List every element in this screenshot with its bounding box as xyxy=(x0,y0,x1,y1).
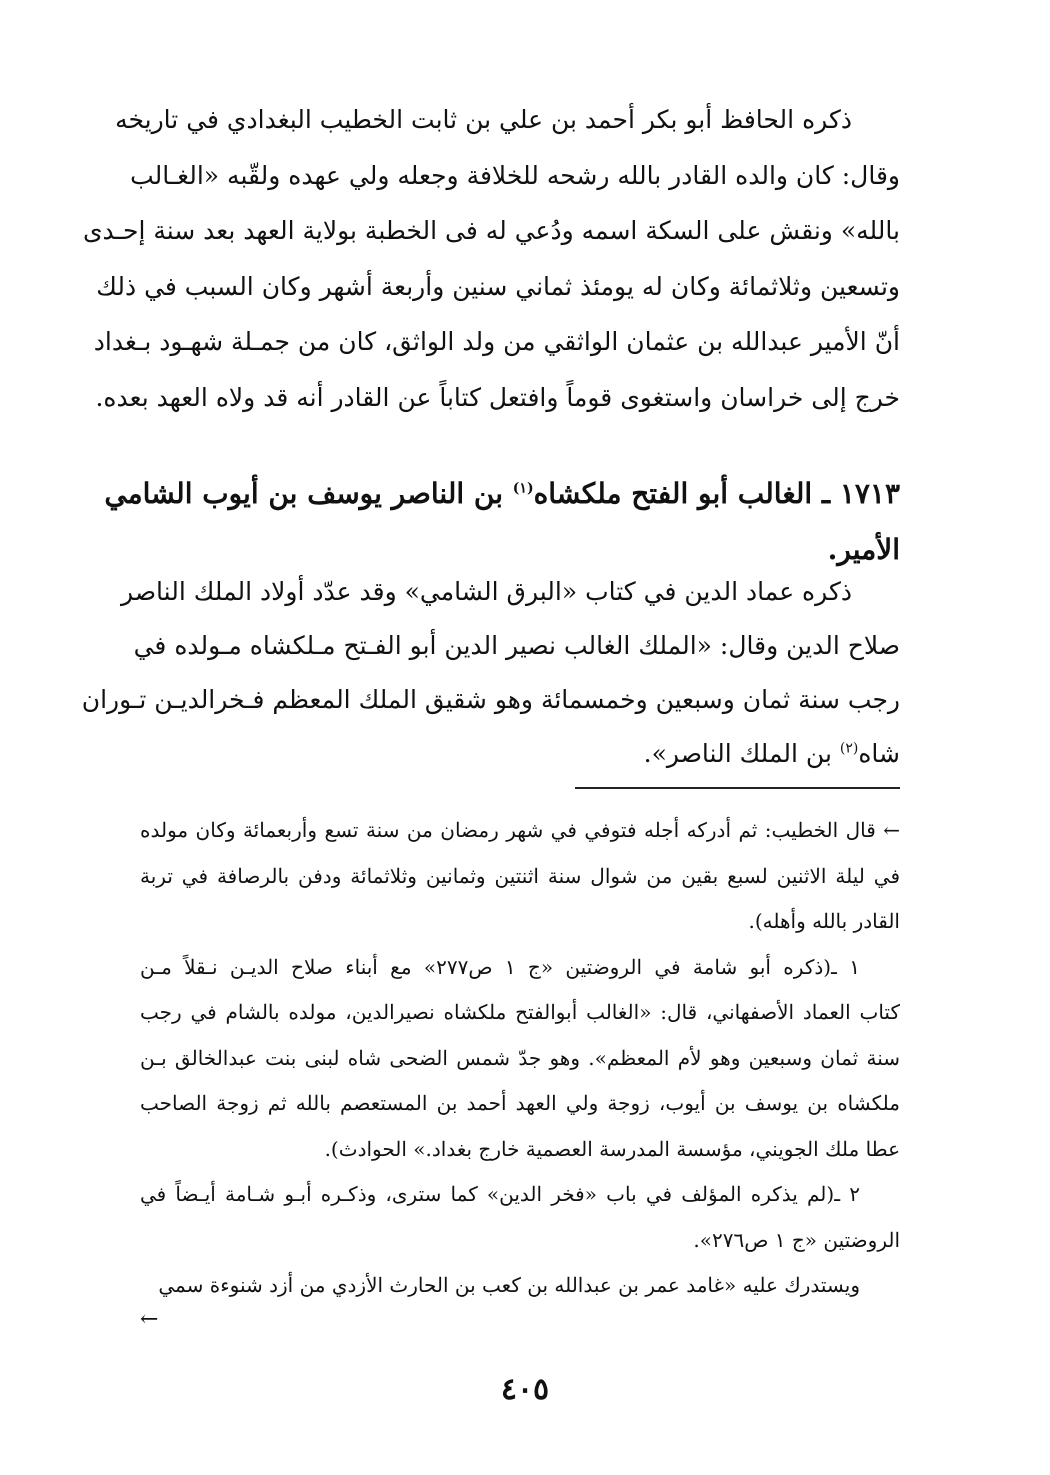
footnote-ref-2: (٢) xyxy=(839,740,859,757)
main-body-paragraph xyxy=(82,92,900,426)
page-number: ٤٠٥ xyxy=(500,1372,550,1407)
footnote-2-line: الروضتين «ج ١ ص٢٧٦». xyxy=(693,1227,900,1252)
footnote-1-line: سنة ثمان وسبعين وهو لأم المعظم». وهو جدّ شمس الضحى شاه لبنى بنت عبدالخالق بـن xyxy=(140,1045,900,1070)
entry-body-paragraph xyxy=(81,565,900,781)
body-line: ذكره الحافظ أبو بكر أحمد بن علي بن ثابت الخطيب البغدادي في تاريخه xyxy=(115,105,852,134)
entry-heading-text: بن الناصر يوسف بن أيوب الشامي xyxy=(104,477,513,510)
body-line: رجب سنة ثمان وسبعين وخمسمائة وهو شقيق الملك المعظم فـخرالديـن تـوران xyxy=(81,685,900,714)
footnote-1-line: عطا ملك الجويني، مؤسسة المدرسة العصمية خارج بغداد.» الحوادث). xyxy=(324,1136,900,1161)
body-line: بالله» ونقش على السكة اسمه ودُعي له فى الخطبة بولاية العهد بعد سنة إحـدى xyxy=(82,216,900,246)
body-line-last xyxy=(148,727,900,781)
body-line: أنّ الأمير عبدالله بن عثمان الواثقي من ولد الواثق، كان من جمـلة شهـود بـغداد xyxy=(93,327,900,357)
entry-heading-text: ١٧١٣ ـ الغالب أبو الفتح ملكشاه xyxy=(533,477,900,510)
footnote-line: ← قال الخطيب: ثم أدركه أجله فتوفي في شهر رمضان من سنة تسع وأربعمائة وكان مولده xyxy=(140,818,900,842)
footnote-separator xyxy=(575,787,900,789)
body-line: ذكره عماد الدين في كتاب «البرق الشامي» وقد عدّد أولاد الملك الناصر xyxy=(121,577,852,606)
body-text: بن الملك الناصر». xyxy=(643,739,840,768)
entry-heading-line1 xyxy=(104,466,900,522)
footnote-line: في ليلة الاثنين لسبع بقين من شوال سنة اثنتين وثمانين وثلاثمائة ودفن بالرصافة في تربة xyxy=(140,863,900,888)
body-text: شاه xyxy=(858,739,900,768)
footnote-extra-line: ويستدرك عليه «غامد عمر بن عبدالله بن كعب بن الحارث الأزدي من أزد شنوءة سمي xyxy=(158,1273,860,1297)
continue-arrow-icon: ← xyxy=(140,1307,159,1332)
footnote-1-line: كتاب العماد الأصفهاني، قال: «الغالب أبوالفتح ملكشاه نصيرالدين، مولده بالشام في رجب xyxy=(140,1000,900,1024)
body-line: صلاح الدين وقال: «الملك الغالب نصير الدين أبو الفـتح مـلكشاه مـولده في xyxy=(133,631,900,660)
body-line: وقال: كان والده القادر بالله رشحه للخلافة وجعله ولي عهده ولقّبه «الغـالب xyxy=(130,160,900,190)
entry-heading-line2: الأمير. xyxy=(827,533,900,566)
footnote-2-line: ٢ ـ(لم يذكره المؤلف في باب «فخر الدين» كما سترى، وذكـره أبـو شـامة أيـضاً في xyxy=(140,1182,860,1206)
body-line: وتسعين وثلاثمائة وكان له يومئذ ثماني سنين وأربعة أشهر وكان السبب في ذلك xyxy=(96,271,900,301)
body-line: خرج إلى خراسان واستغوى قوماً وافتعل كتاباً عن القادر أنه قد ولاه العهد بعده. xyxy=(95,382,900,412)
footnote-1-line: ١ ـ(ذكره أبو شامة في الروضتين «ج ١ ص٢٧٧» مع أبناء صلاح الديـن نـقلاً مـن xyxy=(140,954,860,979)
footnotes xyxy=(140,808,900,1309)
footnote-ref-1: (١) xyxy=(512,480,534,497)
entry-heading xyxy=(104,466,900,578)
footnote-1-line: ملكشاه بن يوسف بن أيوب، زوجة ولي العهد أحمد بن المستعصم بالله ثم زوجة الصاحب xyxy=(140,1091,900,1115)
footnote-line: القادر بالله وأهله). xyxy=(748,909,900,933)
